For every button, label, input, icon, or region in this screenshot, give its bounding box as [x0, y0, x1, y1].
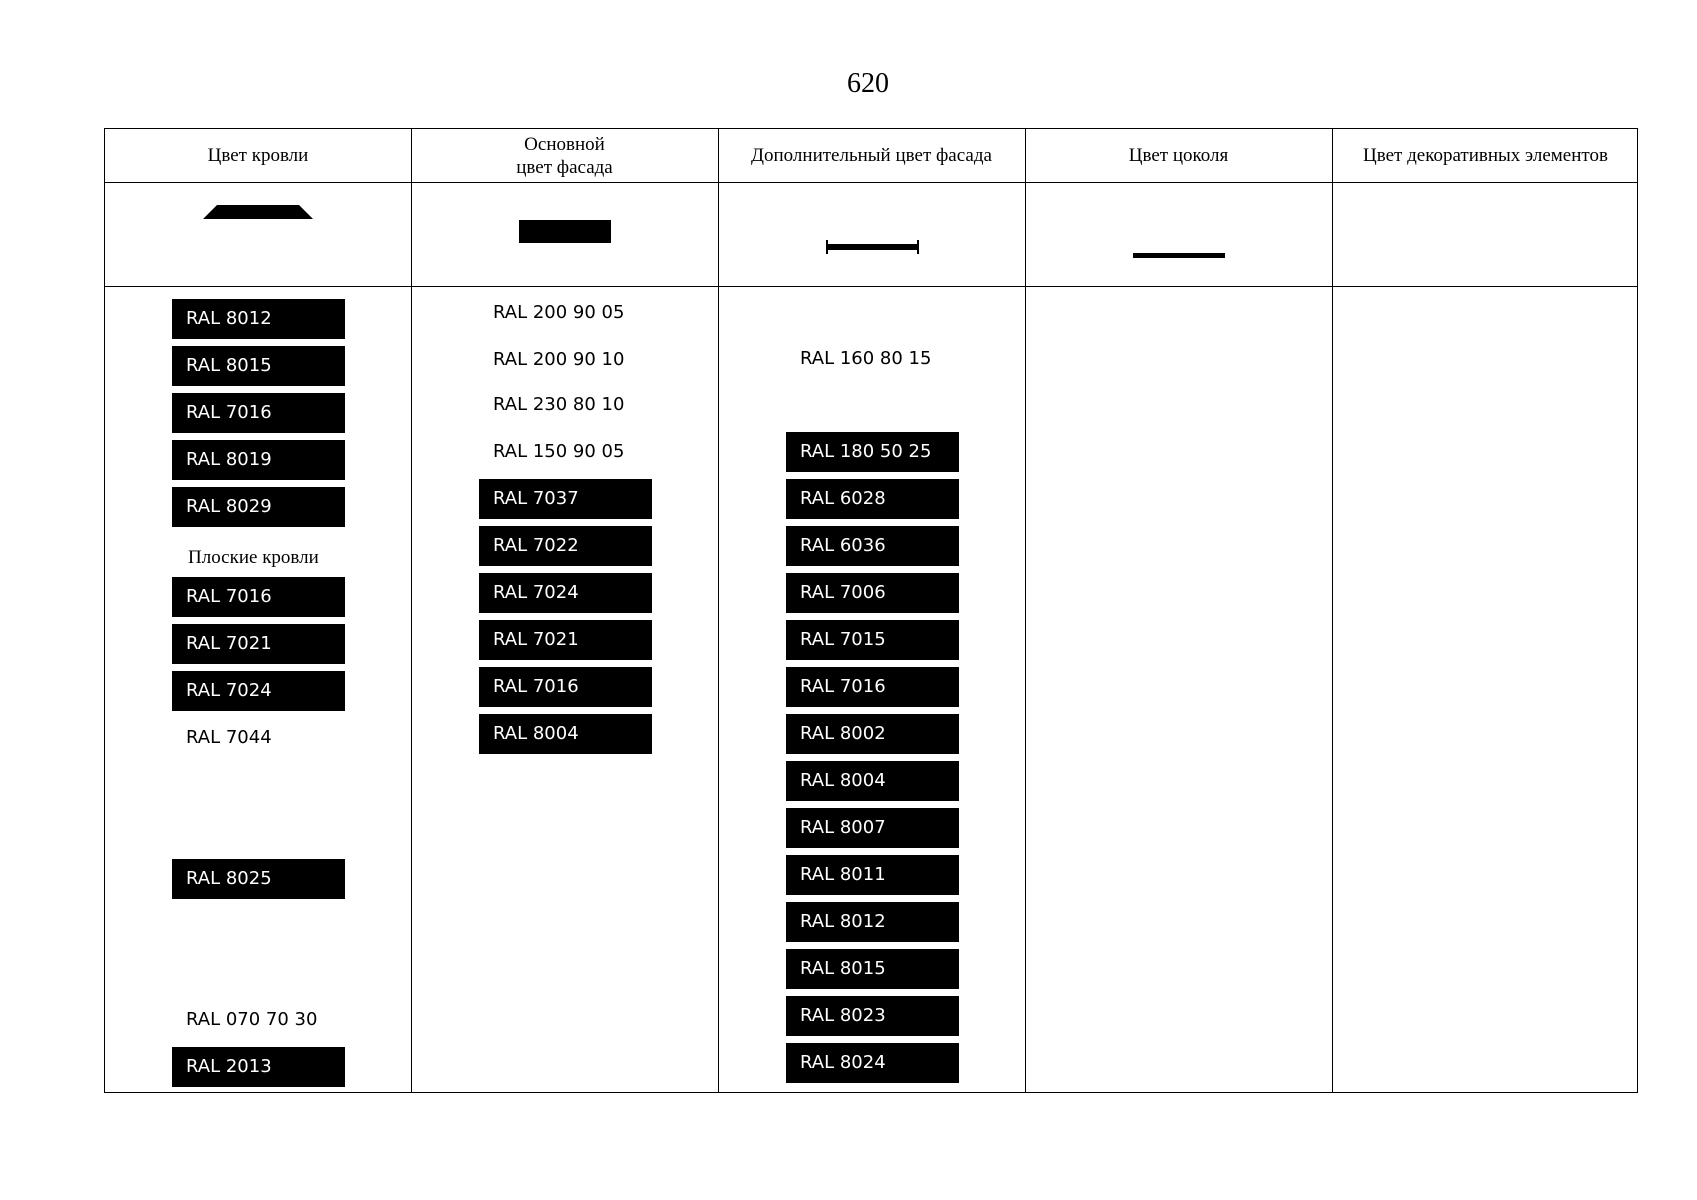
extra-facade-color-swatch: RAL 8024 [786, 1043, 959, 1083]
flat-roof-color-swatch: RAL 7016 [172, 577, 345, 617]
column-divider [718, 129, 719, 1092]
main-facade-color-swatch: RAL 7024 [479, 573, 652, 613]
main-facade-color-swatch: RAL 7021 [479, 620, 652, 660]
flat-roof-color-swatch: RAL 2013 [172, 1047, 345, 1087]
column-divider [411, 129, 412, 1092]
extra-facade-color-swatch: RAL 180 50 25 [786, 432, 959, 472]
main-facade-color-label: RAL 150 90 05 [493, 441, 625, 462]
roof-trapezoid-symbol [203, 205, 313, 221]
roof-color-swatch: RAL 8029 [172, 487, 345, 527]
roof-color-swatch: RAL 8012 [172, 299, 345, 339]
main-facade-color-label: RAL 200 90 05 [493, 302, 625, 323]
header-extra-facade-color: Дополнительный цвет фасада [751, 145, 992, 166]
main-facade-color-swatch: RAL 8004 [479, 714, 652, 754]
extra-facade-color-swatch: RAL 8002 [786, 714, 959, 754]
extra-facade-color-swatch: RAL 7016 [786, 667, 959, 707]
main-facade-color-label: RAL 200 90 10 [493, 349, 625, 370]
facade-extra-bar-symbol [826, 240, 919, 254]
flat-roof-color-label: RAL 7044 [186, 727, 272, 748]
extra-facade-color-swatch: RAL 7015 [786, 620, 959, 660]
extra-facade-color-swatch: RAL 6036 [786, 526, 959, 566]
main-facade-color-label: RAL 230 80 10 [493, 394, 625, 415]
extra-facade-color-swatch: RAL 8023 [786, 996, 959, 1036]
header-main-facade-color: Основной цвет фасада [516, 133, 613, 178]
column-divider [1332, 129, 1333, 1092]
flat-roofs-heading: Плоские кровли [188, 547, 319, 568]
main-facade-color-swatch: RAL 7022 [479, 526, 652, 566]
column-divider [1025, 129, 1026, 1092]
main-facade-color-swatch: RAL 7016 [479, 667, 652, 707]
roof-color-swatch: RAL 7016 [172, 393, 345, 433]
flat-roof-color-swatch: RAL 8025 [172, 859, 345, 899]
roof-color-swatch: RAL 8019 [172, 440, 345, 480]
roof-color-swatch: RAL 8015 [172, 346, 345, 386]
extra-facade-color-swatch: RAL 6028 [786, 479, 959, 519]
extra-facade-color-label: RAL 160 80 15 [800, 348, 932, 369]
extra-facade-color-swatch: RAL 8007 [786, 808, 959, 848]
header-roof-color: Цвет кровли [207, 145, 309, 166]
header-plinth-color: Цвет цоколя [1128, 145, 1229, 166]
extra-facade-color-swatch: RAL 8012 [786, 902, 959, 942]
row-divider [105, 286, 1637, 287]
extra-facade-color-swatch: RAL 7006 [786, 573, 959, 613]
flat-roof-color-swatch: RAL 7024 [172, 671, 345, 711]
color-scheme-table [104, 128, 1638, 1093]
row-divider [105, 182, 1637, 183]
extra-facade-color-swatch: RAL 8015 [786, 949, 959, 989]
extra-facade-color-swatch: RAL 8004 [786, 761, 959, 801]
flat-roof-color-label: RAL 070 70 30 [186, 1009, 318, 1030]
plinth-line-symbol [1133, 253, 1225, 258]
page-number: 620 [847, 68, 889, 99]
extra-facade-color-swatch: RAL 8011 [786, 855, 959, 895]
facade-main-rectangle-symbol [519, 220, 611, 243]
flat-roof-color-swatch: RAL 7021 [172, 624, 345, 664]
header-decor-color: Цвет декоративных элементов [1363, 145, 1608, 166]
main-facade-color-swatch: RAL 7037 [479, 479, 652, 519]
